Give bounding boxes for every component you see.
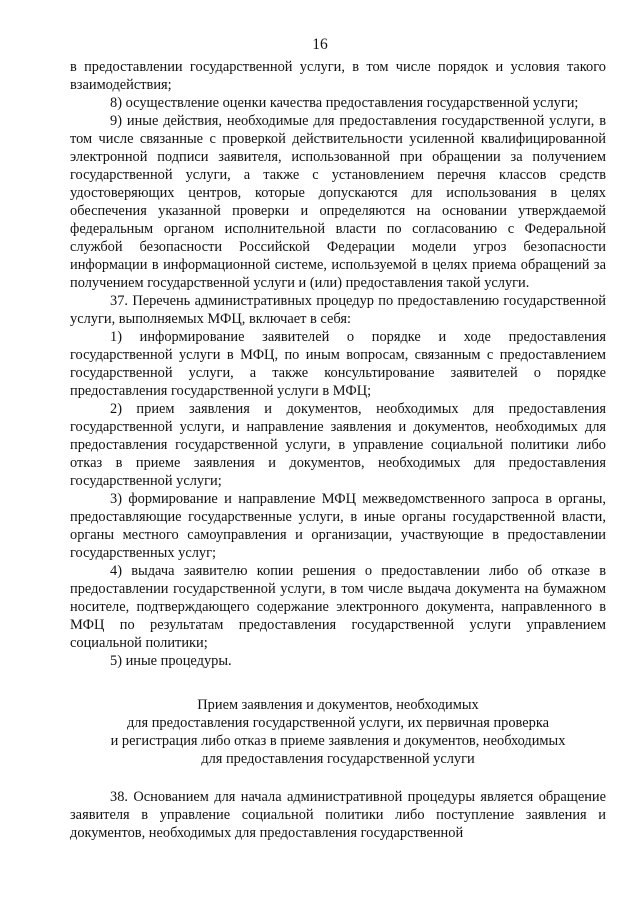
paragraph-mfc-item-4: 4) выдача заявителю копии решения о предоставлении либо об отказе в предоставлении государственной услуги, в том числе выдача документа на бумажном носителе, подтверждающего содержание электронного документа, направленного в МФЦ по результатам предоставления государственной услуги управлением социальной политики; (70, 563, 606, 651)
paragraph-item-9: 9) иные действия, необходимые для предоставления государственной услуги, в том числе связанные с проверкой действительности усиленной квалифицированной электронной подписи заявителя, использованной при обращении за получением государственной услуги, а также с установлением перечня классов средств удостоверяющих центров, которые допускаются для использования в целях обеспечения указанной проверки и определяются на основании утверждаемой федеральным органом исполнительной власти по согласованию с Федеральной службой безопасности Российской Федерации модели угроз безопасности информации в информационной системе, используемой в целях приема обращений за получением государственной услуги и (или) предоставления такой услуги. (70, 113, 606, 291)
paragraph-continuation: в предоставлении государственной услуги, в том числе порядок и условия такого взаимодействия; (70, 59, 606, 93)
paragraph-mfc-item-2: 2) прием заявления и документов, необходимых для предоставления государственной услуги, и направление заявления и документов, необходимых для предоставления государственной услуги, в управление социальной политики либо отказ в приеме заявления и документов, необходимых для предоставления государственной услуги; (70, 401, 606, 489)
paragraph-mfc-item-5: 5) иные процедуры. (110, 653, 232, 669)
document-body (70, 58, 606, 842)
paragraph-clause-38: 38. Основанием для начала административной процедуры является обращение заявителя в управление социальной политики либо поступление заявления и документов, необходимых для предоставления государственной (70, 789, 606, 841)
section-heading-line: для предоставления государственной услуги, их первичная проверка (126, 715, 549, 731)
paragraph-clause-37: 37. Перечень административных процедур по предоставлению государственной услуги, выполняемых МФЦ, включает в себя: (70, 293, 606, 327)
paragraph-item-8: 8) осуществление оценки качества предоставления государственной услуги; (110, 95, 579, 111)
section-heading (70, 696, 606, 768)
section-heading-line: Прием заявления и документов, необходимых (197, 697, 479, 713)
paragraph-mfc-item-1: 1) информирование заявителей о порядке и ходе предоставления государственной услуги в МФЦ, по иным вопросам, связанным с предоставлением государственной услуги, а также консультирование заявителей о порядке предоставления государственной услуги в МФЦ; (70, 329, 606, 399)
section-heading-line: для предоставления государственной услуги (201, 751, 475, 767)
page-number: 16 (312, 36, 328, 53)
section-heading-line: и регистрация либо отказ в приеме заявления и документов, необходимых (110, 733, 566, 749)
paragraph-mfc-item-3: 3) формирование и направление МФЦ межведомственного запроса в органы, предоставляющие государственные услуги, в иные органы государственной власти, органы местного самоуправления и организации, участвующие в предоставлении государственных услуг; (70, 491, 606, 561)
